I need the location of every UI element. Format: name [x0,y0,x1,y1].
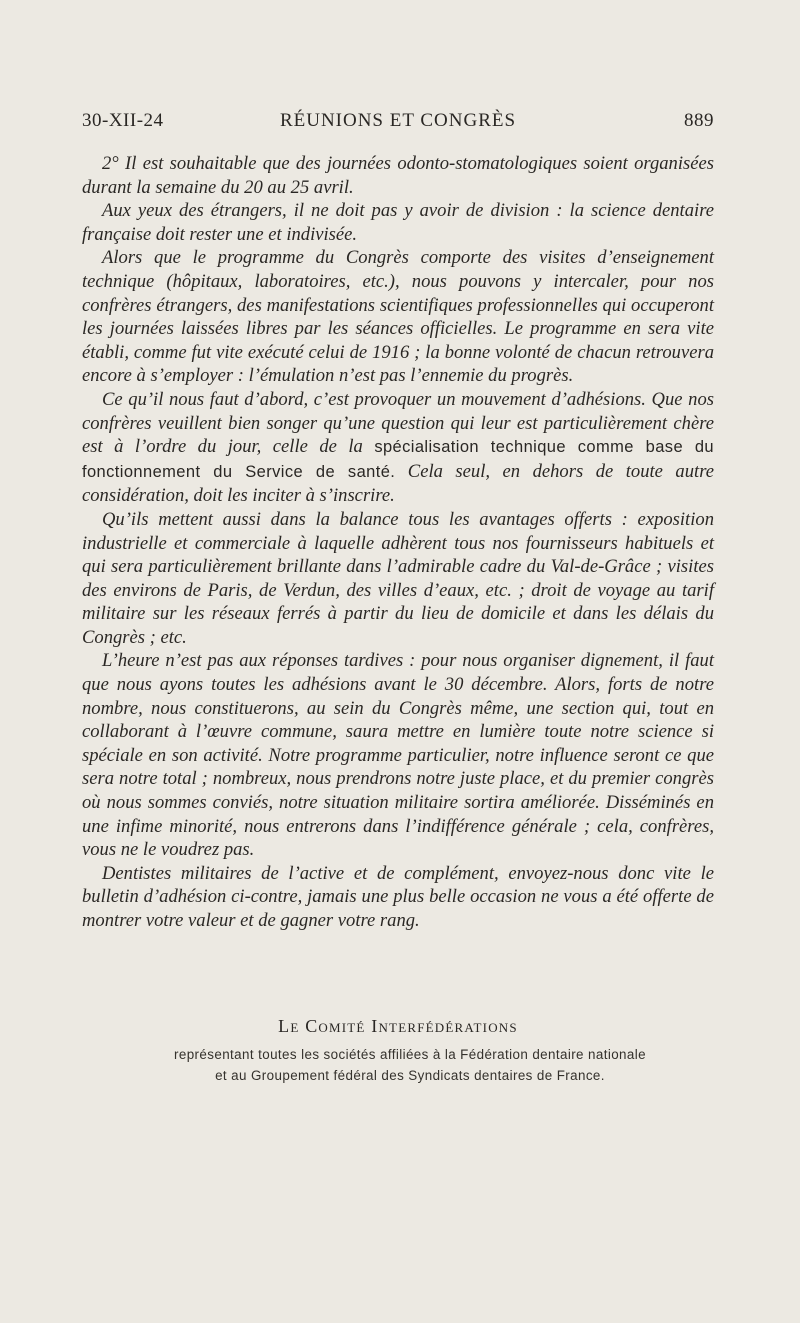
signature-caption [100,1044,720,1086]
page-number: 889 [684,110,714,131]
running-header [82,110,714,140]
paragraph [82,508,714,650]
paragraph-text: Dentistes militaires de l’active et de complément, envoyez-nous donc vite le bulletin d’adhésion ci-contre, jamais une plus belle occasion ne vous a été offerte de montrer votre valeur et de gagner votre rang. [82,862,714,931]
paragraph-text: Ce qu’il nous faut d’abord, c’est provoquer un mouvement d’adhésions. Que nos confrères veuillent bien songer qu’une question qui leur est particulièrement chère est à l’ordre du jour, celle de la [82,388,714,458]
paragraph [82,388,714,508]
paragraph [82,199,714,246]
paragraph-text: Aux yeux des étrangers, il ne doit pas y avoir de division : la science dentaire française doit rester une et indivisée. [82,200,714,245]
header-date: 30-XII-24 [82,110,164,131]
paragraph [82,152,714,199]
emphasized-phrase: spécialisation technique comme base du fonctionnement du Service de santé. [82,438,714,481]
paragraph [82,649,714,861]
paragraph-text: Qu’ils mettent aussi dans la balance tous les avantages offerts : exposition industrielle et commerciale à laquelle adhèrent tous nos fournisseurs habituels et qui sera particulièrement brillante dans l’admirable cadre du Val-de-Grâce ; visites des environs de Paris, de Verdun, des villes d’eaux, etc. ; droit de voyage au tarif militaire sur les réseaux ferrés à partir du lieu de domicile et dans les délais du Congrès ; etc. [82,508,714,648]
paragraph-text: L’heure n’est pas aux réponses tardives : pour nous organiser dignement, il faut que nous ayons toutes les adhésions avant le 30 décembre. Alors, forts de notre nombre, nous constituerons, au sein du Congrès même, une section qui, tout en collaborant à l’œuvre commune, saura mettre en lumière toute notre science si spéciale en son activité. Notre programme particulier, notre influence seront ce que sera notre total ; nombreux, nous prendrons notre juste place, et du premier congrès où nous sommes conviés, notre situation militaire sortira améliorée. Disséminés en une infime minorité, nous entrerons dans l’indifférence générale ; cela, confrères, vous ne le voudrez pas. [82,650,714,861]
caption-line: représentant toutes les sociétés affiliées à la Fédération dentaire nationale [174,1047,646,1062]
article-body [82,152,714,933]
paragraph-text: Cela seul, en dehors de toute autre considération, doit les inciter à s’inscrire. [82,460,714,507]
paragraph-text: 2° Il est souhaitable que des journées odonto-stomatologiques soient organisées durant la semaine du 20 au 25 avril. [82,153,714,198]
paragraph [82,862,714,933]
signature: Le Comité Interfédérations [278,1016,518,1036]
caption-line: et au Groupement fédéral des Syndicats dentaires de France. [215,1068,605,1083]
paragraph-text: Alors que le programme du Congrès comporte des visites d’enseignement technique (hôpitaux, laboratoires, etc.), nous pouvons y intercaler, pour nos confrères étrangers, des manifestations scientifiques professionnelles qui occuperont les journées laissées libres par les séances officielles. Le programme en sera vite établi, comme fut vite exécuté celui de 1916 ; la bonne volonté de chacun retrouvera encore à s’employer : l’émulation n’est pas l’ennemie du progrès. [82,247,714,387]
paragraph [82,246,714,388]
header-section-title: RÉUNIONS ET CONGRÈS [279,110,517,131]
